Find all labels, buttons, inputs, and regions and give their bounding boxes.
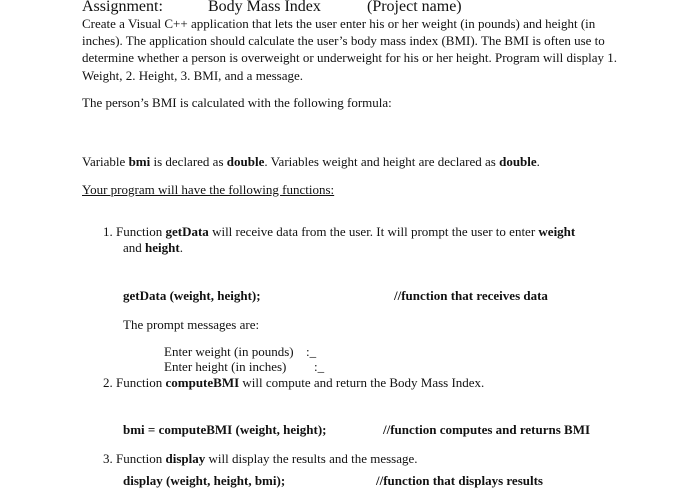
assignment-title: Body Mass Index xyxy=(208,0,321,15)
intro-paragraph: Create a Visual C++ application that lets the user enter his or her weight (in pounds) and height (in inches). The application should calculate the user’s body mass index (BMI). The BMI is often use to determine whether a person is overweight or underweight for his or her height. Program will display 1. Weight, 2. Height, 3. BMI, and a message. xyxy=(82,16,618,83)
getdata-call: getData (weight, height); xyxy=(123,288,261,303)
item3-text-1: 3. Function xyxy=(103,451,166,466)
assignment-label: Assignment: xyxy=(82,0,163,15)
item1-text-3: and xyxy=(123,240,146,255)
getdata-comment: //function that receives data xyxy=(394,288,548,303)
item1-weight: weight xyxy=(538,224,576,239)
variables-bmi: bmi xyxy=(128,154,151,169)
item3-text-2: will display the results and the message. xyxy=(205,451,418,466)
item3-display: display xyxy=(165,451,206,466)
prompt-weight: Enter weight (in pounds) xyxy=(164,344,294,359)
variables-text-3: . Variables weight and height are declared as xyxy=(264,154,500,169)
variables-text-1: Variable xyxy=(82,154,129,169)
function-item-1-line1 xyxy=(103,223,575,240)
item1-text-1: 1. Function xyxy=(103,224,166,239)
compute-comment: //function computes and returns BMI xyxy=(383,422,591,437)
compute-call: bmi = computeBMI (weight, height); xyxy=(123,422,327,437)
item1-height: height xyxy=(145,240,180,255)
item1-text-2: will receive data from the user. It will prompt the user to enter xyxy=(208,224,539,239)
variables-double-2: double xyxy=(499,154,537,169)
variables-double-1: double xyxy=(226,154,265,169)
function-item-1-line2 xyxy=(123,239,183,256)
formula-intro: The person’s BMI is calculated with the following formula: xyxy=(82,95,392,110)
item1-text-4: . xyxy=(179,240,183,255)
variables-text-4: . xyxy=(536,154,540,169)
item2-computebmi: computeBMI xyxy=(165,375,240,390)
prompt-height-suffix: :_ xyxy=(314,359,325,374)
display-comment: //function that displays results xyxy=(376,473,543,488)
variables-text-2: is declared as xyxy=(150,154,227,169)
display-call: display (weight, height, bmi); xyxy=(123,473,286,488)
functions-heading xyxy=(82,181,334,198)
function-item-3 xyxy=(103,450,418,467)
item2-text-2: will compute and return the Body Mass Index. xyxy=(239,375,485,390)
item2-text-1: 2. Function xyxy=(103,375,166,390)
variables-line xyxy=(82,153,540,170)
function-item-2 xyxy=(103,374,484,391)
item1-getdata: getData xyxy=(165,224,209,239)
project-name: (Project name) xyxy=(367,0,462,15)
prompt-height: Enter height (in inches) xyxy=(164,359,287,374)
functions-heading-text: Your program will have the following functions: xyxy=(82,182,335,197)
prompt-weight-suffix: :_ xyxy=(306,344,317,359)
prompt-heading: The prompt messages are: xyxy=(123,317,260,332)
